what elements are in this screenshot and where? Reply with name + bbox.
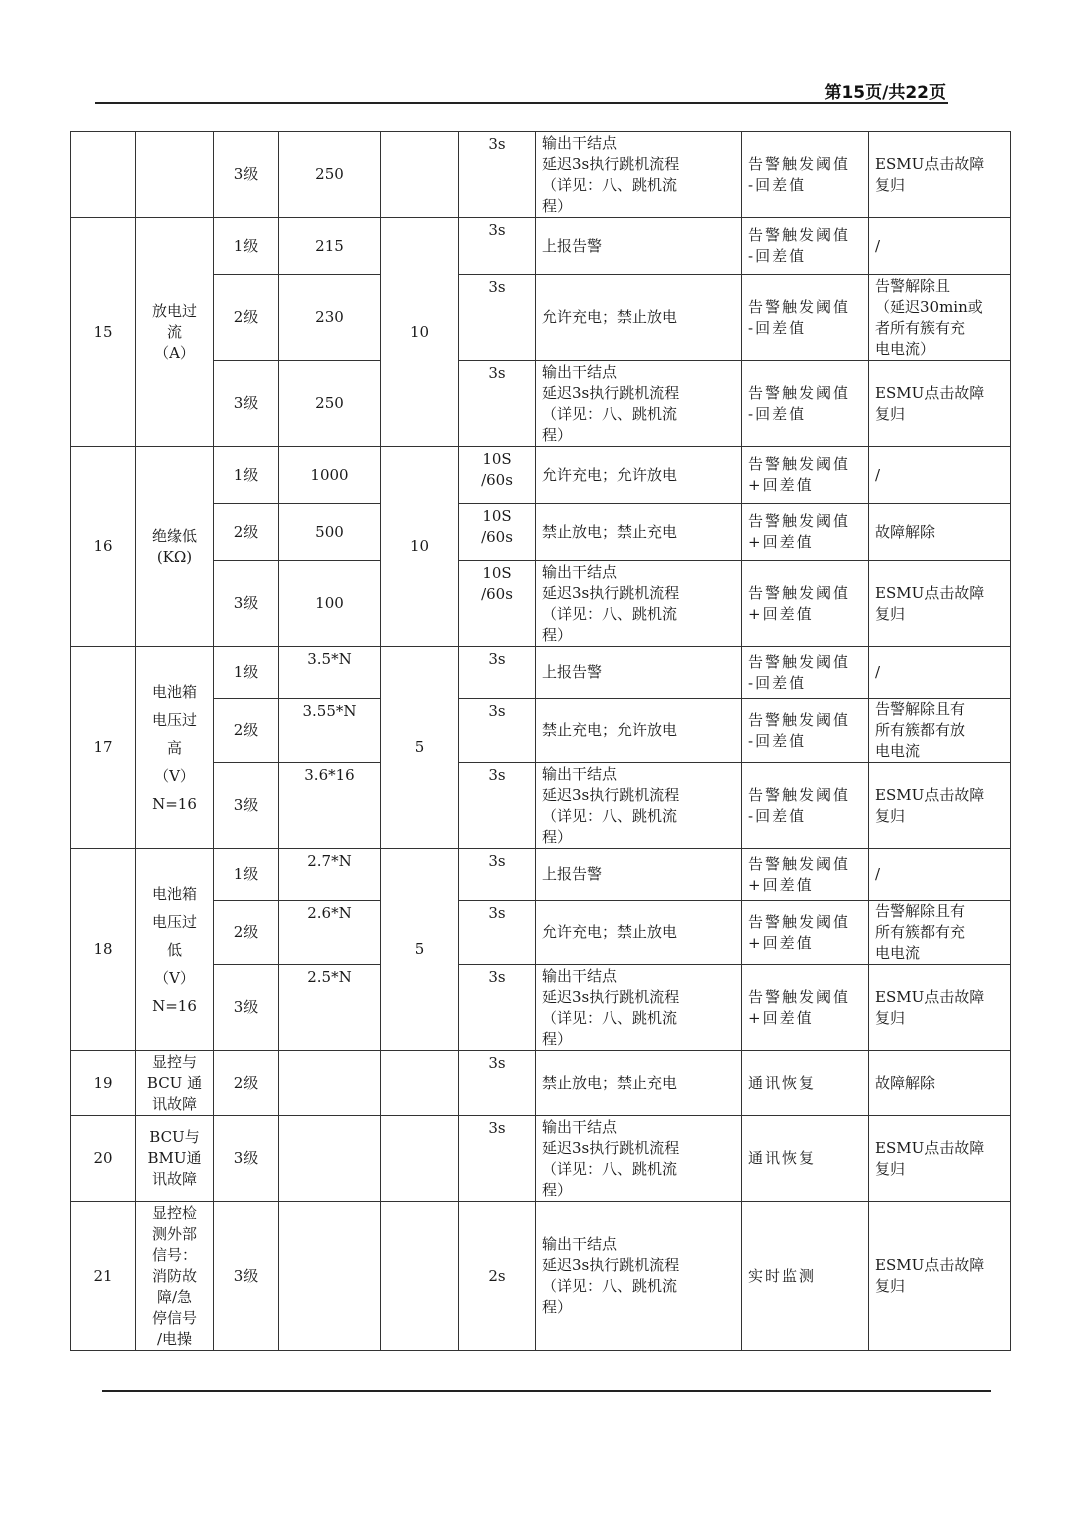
action-line: （详见：八、跳机流 <box>542 404 678 423</box>
action-cell: 禁止充电；允许放电 <box>536 699 742 763</box>
delay-line: /60s <box>481 585 513 603</box>
reset-line: ESMU点击故障 <box>875 154 985 173</box>
table-row <box>71 1202 1011 1351</box>
item-name-line: N=16 <box>152 996 197 1015</box>
recovery-line: 告警触发阈值 <box>748 226 851 244</box>
reset-line: 复归 <box>875 1008 906 1027</box>
action-line: 延迟3s执行跳机流程 <box>542 383 680 402</box>
reset-method-cell <box>869 699 1011 763</box>
reset-line: 复归 <box>875 604 906 623</box>
item-name-line: 电压过 <box>151 912 197 931</box>
action-line: 输出干结点 <box>542 1235 618 1253</box>
threshold-cell: 3.5*N <box>279 647 381 699</box>
item-name-line: 低 <box>166 940 182 959</box>
recovery-line: 告警触发阈值 <box>748 785 851 804</box>
reset-line: 电电流） <box>875 339 936 358</box>
alarm-grade-cell: 3级 <box>214 1116 279 1202</box>
delay-cell: 3s <box>459 132 536 218</box>
table-row <box>71 647 1011 699</box>
recovery-line: +回差值 <box>748 933 814 952</box>
reset-line: ESMU点击故障 <box>875 583 985 602</box>
recovery-line: +回差值 <box>748 604 814 623</box>
action-line: （详见：八、跳机流 <box>542 604 678 623</box>
delay-line: 10S <box>482 564 512 582</box>
reset-line: 所有簇都有充 <box>875 923 966 941</box>
item-name-line: BMU通 <box>147 1149 202 1167</box>
recovery-line: 告警触发阈值 <box>748 154 851 173</box>
action-line: 程） <box>542 827 573 846</box>
action-line: 延迟3s执行跳机流程 <box>542 583 680 602</box>
alarm-grade-cell: 2级 <box>214 699 279 763</box>
action-cell <box>536 965 742 1051</box>
reset-method-cell <box>869 561 1011 647</box>
item-name-line: 电压过 <box>151 710 197 729</box>
reset-method-cell: / <box>869 849 1011 901</box>
item-number-cell: 19 <box>71 1051 136 1116</box>
action-line: 输出干结点 <box>542 1117 618 1136</box>
item-name-line: 显控与 <box>151 1052 197 1071</box>
recovery-line: -回差值 <box>748 673 807 692</box>
item-name-cell <box>136 1051 214 1116</box>
action-cell: 禁止放电；禁止充电 <box>536 1051 742 1116</box>
recovery-condition-cell <box>742 561 869 647</box>
reset-line: （延迟30min或 <box>875 297 983 316</box>
action-line: 程） <box>542 625 573 644</box>
action-cell: 上报告警 <box>536 647 742 699</box>
recovery-line: 告警触发阈值 <box>748 854 851 873</box>
delay-line: 10S <box>482 507 512 525</box>
item-name-line: 测外部 <box>151 1224 197 1243</box>
reset-method-cell <box>869 361 1011 447</box>
reset-line: 复归 <box>875 1277 906 1295</box>
item-name-line: 信号： <box>151 1245 197 1264</box>
item-name-line: (KΩ) <box>156 547 193 566</box>
action-line: 程） <box>542 1180 573 1199</box>
item-name-cell <box>136 1202 214 1351</box>
recovery-line: 告警触发阈值 <box>748 297 851 316</box>
header-rule <box>95 102 948 104</box>
action-line: （详见：八、跳机流 <box>542 806 678 825</box>
table-row <box>71 132 1011 218</box>
item-name-cell <box>136 218 214 447</box>
action-cell: 上报告警 <box>536 849 742 901</box>
recovery-condition-cell <box>742 965 869 1051</box>
delay-line: 10S <box>482 450 512 468</box>
alarm-grade-cell: 2级 <box>214 275 279 361</box>
item-name-line: 讯故障 <box>151 1094 197 1113</box>
recovery-line: +回差值 <box>748 476 814 494</box>
action-line: 输出干结点 <box>542 764 618 783</box>
reset-line: 电电流 <box>875 742 921 760</box>
alarm-grade-cell: 1级 <box>214 647 279 699</box>
item-name-line: （A） <box>154 343 195 362</box>
action-line: 程） <box>542 1029 573 1048</box>
delay-cell: 2s <box>459 1202 536 1351</box>
action-cell: 允许充电；允许放电 <box>536 447 742 504</box>
item-name-line: 障/急 <box>156 1287 193 1306</box>
action-line: 延迟3s执行跳机流程 <box>542 1138 680 1157</box>
action-cell: 禁止放电；禁止充电 <box>536 504 742 561</box>
item-name-line: 绝缘低 <box>151 526 197 545</box>
delay-cell: 3s <box>459 218 536 275</box>
delay-cell: 3s <box>459 699 536 763</box>
recovery-line: +回差值 <box>748 875 814 894</box>
item-name-line: 消防故 <box>151 1266 197 1285</box>
item-name-cell <box>136 447 214 647</box>
recovery-condition-cell <box>742 218 869 275</box>
recovery-condition-cell: 通讯恢复 <box>742 1051 869 1116</box>
reset-method-cell: 故障解除 <box>869 504 1011 561</box>
hysteresis-cell <box>381 1051 459 1116</box>
table-row <box>71 1051 1011 1116</box>
action-cell: 上报告警 <box>536 218 742 275</box>
item-name-line: （V） <box>154 968 195 987</box>
reset-method-cell <box>869 965 1011 1051</box>
delay-cell: 3s <box>459 361 536 447</box>
recovery-line: 告警触发阈值 <box>748 710 851 729</box>
alarm-grade-cell: 3级 <box>214 965 279 1051</box>
recovery-condition-cell <box>742 699 869 763</box>
alarm-grade-cell: 3级 <box>214 1202 279 1351</box>
recovery-condition-cell <box>742 901 869 965</box>
reset-method-cell: / <box>869 218 1011 275</box>
threshold-cell: 215 <box>279 218 381 275</box>
action-cell <box>536 763 742 849</box>
reset-line: 复归 <box>875 806 906 825</box>
alarm-grade-cell: 1级 <box>214 849 279 901</box>
threshold-cell: 3.55*N <box>279 699 381 763</box>
table-row <box>71 447 1011 504</box>
item-name-line: N=16 <box>152 794 197 813</box>
action-line: 输出干结点 <box>542 362 618 381</box>
alarm-grade-cell: 3级 <box>214 561 279 647</box>
item-name-line: 放电过 <box>151 301 197 320</box>
reset-line: ESMU点击故障 <box>875 383 985 402</box>
delay-cell: 3s <box>459 901 536 965</box>
item-number-cell: 15 <box>71 218 136 447</box>
delay-cell: 3s <box>459 647 536 699</box>
item-number-cell: 20 <box>71 1116 136 1202</box>
recovery-condition-cell <box>742 849 869 901</box>
table-row <box>71 849 1011 901</box>
threshold-cell: 3.6*16 <box>279 763 381 849</box>
item-name-cell <box>136 1116 214 1202</box>
alarm-grade-cell: 2级 <box>214 504 279 561</box>
reset-line: 者所有簇有充 <box>875 318 966 337</box>
threshold-cell: 1000 <box>279 447 381 504</box>
action-line: 输出干结点 <box>542 133 618 152</box>
action-cell <box>536 1202 742 1351</box>
reset-method-cell <box>869 132 1011 218</box>
recovery-line: 告警触发阈值 <box>748 583 851 602</box>
item-name-line: BCU 通 <box>146 1073 203 1092</box>
hysteresis-cell <box>381 1116 459 1202</box>
recovery-line: -回差值 <box>748 404 807 423</box>
action-line: 程） <box>542 196 573 215</box>
reset-line: 告警解除且有 <box>875 902 966 920</box>
alarm-grade-cell: 3级 <box>214 763 279 849</box>
recovery-condition-cell <box>742 361 869 447</box>
hysteresis-cell <box>381 132 459 218</box>
delay-cell <box>459 504 536 561</box>
item-name-cell <box>136 132 214 218</box>
alarm-grade-cell: 2级 <box>214 1051 279 1116</box>
recovery-line: -回差值 <box>748 806 807 825</box>
reset-line: 复归 <box>875 404 906 423</box>
action-line: 程） <box>542 1298 573 1316</box>
recovery-condition-cell <box>742 647 869 699</box>
item-name-line: 讯故障 <box>151 1170 197 1188</box>
reset-method-cell <box>869 1202 1011 1351</box>
hysteresis-cell: 5 <box>381 849 459 1051</box>
item-name-line: BCU与 <box>149 1128 200 1146</box>
delay-cell: 3s <box>459 965 536 1051</box>
reset-line: 复归 <box>875 175 906 194</box>
action-cell <box>536 361 742 447</box>
action-cell <box>536 1116 742 1202</box>
item-name-line: 流 <box>166 322 182 341</box>
item-number-cell: 17 <box>71 647 136 849</box>
reset-method-cell: / <box>869 447 1011 504</box>
action-line: 输出干结点 <box>542 562 618 581</box>
alarm-grade-cell: 1级 <box>214 218 279 275</box>
item-number-cell: 21 <box>71 1202 136 1351</box>
recovery-line: 告警触发阈值 <box>748 912 851 931</box>
recovery-line: +回差值 <box>748 1008 814 1027</box>
page-number: 第15页/共22页 <box>824 83 946 103</box>
action-line: 程） <box>542 425 573 444</box>
reset-line: 告警解除且有 <box>875 700 966 718</box>
threshold-cell: 2.5*N <box>279 965 381 1051</box>
delay-cell: 3s <box>459 849 536 901</box>
delay-cell: 3s <box>459 1051 536 1116</box>
delay-cell <box>459 447 536 504</box>
recovery-condition-cell <box>742 275 869 361</box>
recovery-line: +回差值 <box>748 533 814 551</box>
item-name-cell <box>136 849 214 1051</box>
recovery-line: 告警触发阈值 <box>748 987 851 1006</box>
threshold-cell: 250 <box>279 132 381 218</box>
delay-cell <box>459 561 536 647</box>
threshold-cell <box>279 1051 381 1116</box>
action-line: 延迟3s执行跳机流程 <box>542 785 680 804</box>
delay-line: /60s <box>481 528 513 546</box>
reset-method-cell: 故障解除 <box>869 1051 1011 1116</box>
item-number-cell: 18 <box>71 849 136 1051</box>
item-name-line: 电池箱 <box>151 884 197 903</box>
recovery-line: -回差值 <box>748 731 807 750</box>
reset-line: ESMU点击故障 <box>875 987 985 1006</box>
table-row <box>71 1116 1011 1202</box>
recovery-condition-cell <box>742 763 869 849</box>
delay-line: /60s <box>481 471 513 489</box>
reset-line: 所有簇都有放 <box>875 721 966 739</box>
reset-line: 告警解除且 <box>875 276 951 295</box>
alarm-grade-cell: 1级 <box>214 447 279 504</box>
action-line: （详见：八、跳机流 <box>542 1008 678 1027</box>
item-name-line: 显控检 <box>151 1203 197 1222</box>
delay-cell: 3s <box>459 275 536 361</box>
alarm-grade-cell: 3级 <box>214 361 279 447</box>
reset-line: ESMU点击故障 <box>875 1138 985 1157</box>
delay-cell: 3s <box>459 1116 536 1202</box>
reset-method-cell: / <box>869 647 1011 699</box>
hysteresis-cell <box>381 1202 459 1351</box>
action-line: 延迟3s执行跳机流程 <box>542 1256 680 1274</box>
threshold-cell: 100 <box>279 561 381 647</box>
alarm-grade-cell: 3级 <box>214 132 279 218</box>
footer-rule <box>102 1390 991 1392</box>
action-cell: 允许充电；禁止放电 <box>536 901 742 965</box>
item-name-cell <box>136 647 214 849</box>
recovery-line: 告警触发阈值 <box>748 455 851 473</box>
item-number-cell: 16 <box>71 447 136 647</box>
recovery-condition-cell <box>742 132 869 218</box>
recovery-condition-cell <box>742 504 869 561</box>
table-row <box>71 218 1011 275</box>
threshold-cell: 250 <box>279 361 381 447</box>
hysteresis-cell: 10 <box>381 218 459 447</box>
threshold-cell: 500 <box>279 504 381 561</box>
item-name-line: /电操 <box>156 1329 193 1348</box>
reset-method-cell <box>869 1116 1011 1202</box>
reset-line: 电电流 <box>875 944 921 962</box>
threshold-cell <box>279 1116 381 1202</box>
item-number-cell <box>71 132 136 218</box>
item-name-line: 电池箱 <box>151 682 197 701</box>
recovery-condition-cell <box>742 447 869 504</box>
recovery-line: 告警触发阈值 <box>748 512 851 530</box>
item-name-line: （V） <box>154 766 195 785</box>
recovery-line: 告警触发阈值 <box>748 383 851 402</box>
alarm-threshold-table <box>70 131 1011 1351</box>
reset-method-cell <box>869 275 1011 361</box>
hysteresis-cell: 5 <box>381 647 459 849</box>
recovery-line: -回差值 <box>748 175 807 194</box>
action-line: 延迟3s执行跳机流程 <box>542 987 680 1006</box>
reset-line: ESMU点击故障 <box>875 785 985 804</box>
item-name-line: 高 <box>166 738 182 757</box>
item-name-line: 停信号 <box>151 1308 197 1327</box>
action-cell <box>536 132 742 218</box>
delay-cell: 3s <box>459 763 536 849</box>
recovery-line: -回差值 <box>748 247 807 265</box>
threshold-cell: 230 <box>279 275 381 361</box>
threshold-cell <box>279 1202 381 1351</box>
recovery-line: 告警触发阈值 <box>748 652 851 671</box>
action-cell <box>536 561 742 647</box>
reset-line: 复归 <box>875 1159 906 1178</box>
recovery-line: -回差值 <box>748 318 807 337</box>
recovery-condition-cell: 通讯恢复 <box>742 1116 869 1202</box>
reset-method-cell <box>869 763 1011 849</box>
action-line: （详见：八、跳机流 <box>542 1159 678 1178</box>
reset-line: ESMU点击故障 <box>875 1256 985 1274</box>
alarm-grade-cell: 2级 <box>214 901 279 965</box>
action-line: （详见：八、跳机流 <box>542 175 678 194</box>
threshold-cell: 2.7*N <box>279 849 381 901</box>
recovery-condition-cell: 实时监测 <box>742 1202 869 1351</box>
action-cell: 允许充电；禁止放电 <box>536 275 742 361</box>
action-line: （详见：八、跳机流 <box>542 1277 678 1295</box>
action-line: 延迟3s执行跳机流程 <box>542 154 680 173</box>
hysteresis-cell: 10 <box>381 447 459 647</box>
reset-method-cell <box>869 901 1011 965</box>
action-line: 输出干结点 <box>542 966 618 985</box>
threshold-cell: 2.6*N <box>279 901 381 965</box>
